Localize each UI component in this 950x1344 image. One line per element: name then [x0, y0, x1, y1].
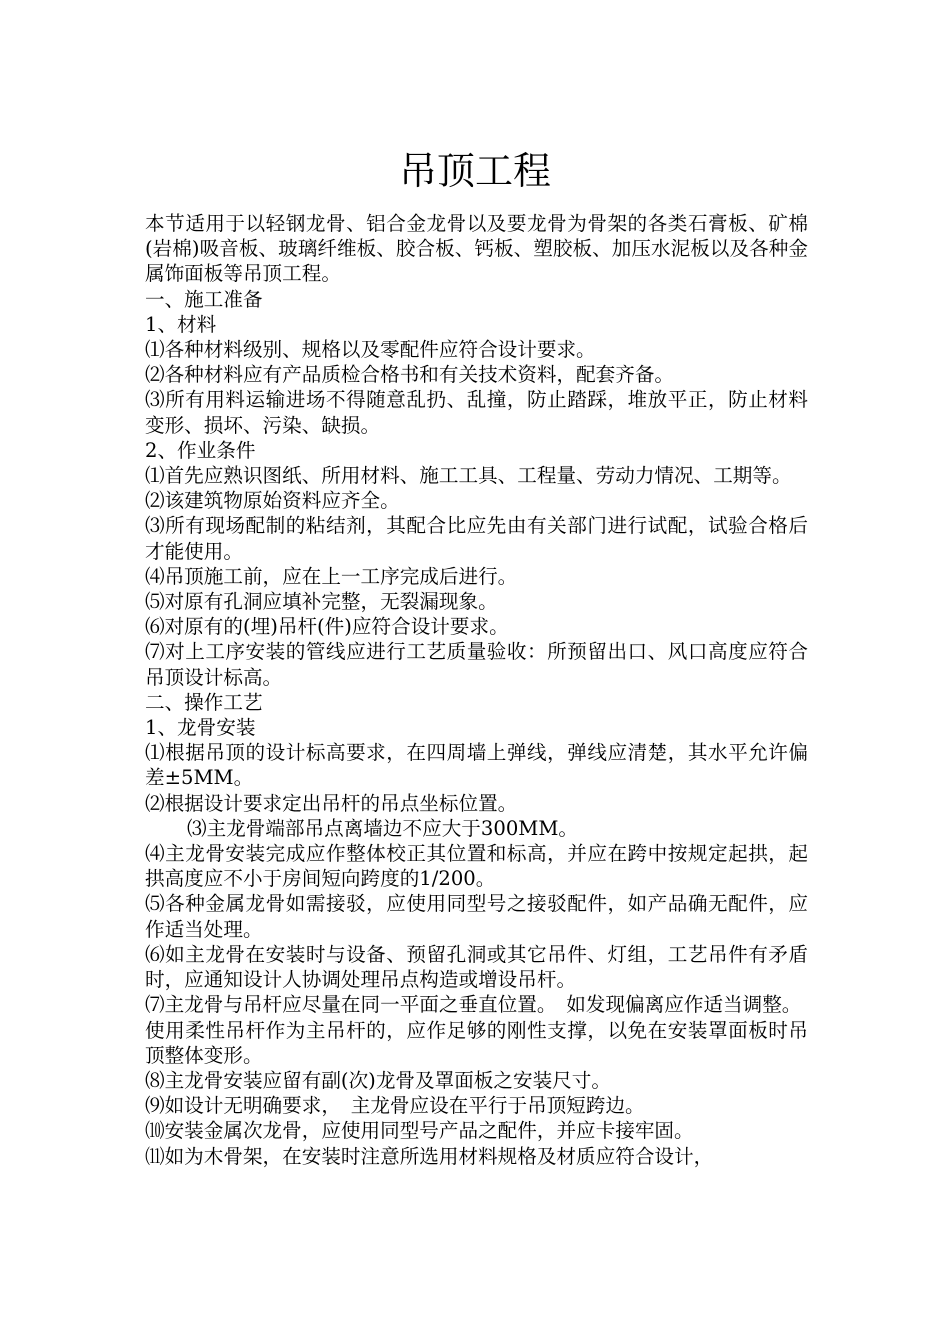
paragraph: ⑴根据吊顶的设计标高要求，在四周墙上弹线，弹线应清楚，其水平允许偏差±5MM。 [145, 741, 808, 790]
paragraph: ⑵各种材料应有产品质检合格书和有关技术资料，配套齐备。 [145, 363, 675, 387]
paragraph: ⑴首先应熟识图纸、所用材料、施工工具、工程量、劳动力情况、工期等。 [145, 464, 792, 488]
paragraph: 一、施工准备 [145, 287, 263, 311]
paragraph: ⑺对上工序安装的管线应进行工艺质量验收：所预留出口、风口高度应符合吊顶设计标高。 [145, 640, 808, 689]
paragraph: ⑵根据设计要求定出吊杆的吊点坐标位置。 [145, 791, 518, 815]
paragraph: ⑹对原有的(埋)吊杆(件)应符合设计要求。 [145, 615, 509, 639]
paragraph: ⑵该建筑物原始资料应齐全。 [145, 489, 400, 513]
paragraph: ⑻主龙骨安装应留有副(次)龙骨及罩面板之安装尺寸。 [145, 1068, 611, 1092]
paragraph: 二、操作工艺 [145, 690, 263, 714]
paragraph: ⑼如设计无明确要求， 主龙骨应设在平行于吊顶短跨边。 [145, 1094, 645, 1118]
paragraph: 使用柔性吊杆作为主吊杆的，应作足够的刚性支撑，以免在安装罩面板时吊顶整体变形。 [145, 1018, 808, 1067]
paragraph: ⑷吊顶施工前，应在上一工序完成后进行。 [145, 564, 518, 588]
paragraph: 本节适用于以轻钢龙骨、铝合金龙骨以及要龙骨为骨架的各类石膏板、矿棉(岩棉)吸音板、玻璃纤维板、胶合板、钙板、塑胶板、加压水泥板以及各种金属饰面板等吊顶工程。 [145, 212, 808, 286]
paragraph: ⑶主龙骨端部吊点离墙边不应大于300MM。 [187, 816, 579, 840]
page-title: 吊顶工程 [398, 149, 551, 193]
document-body [145, 211, 808, 1169]
paragraph: ⑷主龙骨安装完成应作整体校正其位置和标高，并应在跨中按规定起拱，起拱高度应不小于房间短向跨度的1/200。 [145, 842, 808, 891]
paragraph: ⑶所有现场配制的粘结剂，其配合比应先由有关部门进行试配，试验合格后才能使用。 [145, 514, 808, 563]
paragraph: ⑶所有用料运输进场不得随意乱扔、乱撞，防止踏踩，堆放平正，防止材料变形、损坏、污染、缺损。 [145, 388, 808, 437]
paragraph: ⑺主龙骨与吊杆应尽量在同一平面之垂直位置。 如发现偏离应作适当调整。 [145, 993, 802, 1017]
paragraph: ⑾如为木骨架，在安装时注意所选用材料规格及材质应符合设计， [145, 1144, 714, 1168]
paragraph: ⑴各种材料级别、规格以及零配件应符合设计要求。 [145, 338, 596, 362]
paragraph: ⑽安装金属次龙骨，应使用同型号产品之配件，并应卡接牢固。 [145, 1119, 694, 1143]
paragraph: 1、材料 [145, 312, 217, 336]
paragraph: ⑸对原有孔洞应填补完整，无裂漏现象。 [145, 590, 498, 614]
paragraph: ⑸各种金属龙骨如需接驳，应使用同型号之接驳配件，如产品确无配件，应作适当处理。 [145, 892, 808, 941]
paragraph: ⑹如主龙骨在安装时与设备、预留孔洞或其它吊件、灯组，工艺吊件有矛盾时，应通知设计人协调处理吊点构造或增设吊杆。 [145, 942, 808, 992]
paragraph: 2、作业条件 [145, 438, 256, 462]
paragraph: 1、龙骨安装 [145, 716, 256, 740]
